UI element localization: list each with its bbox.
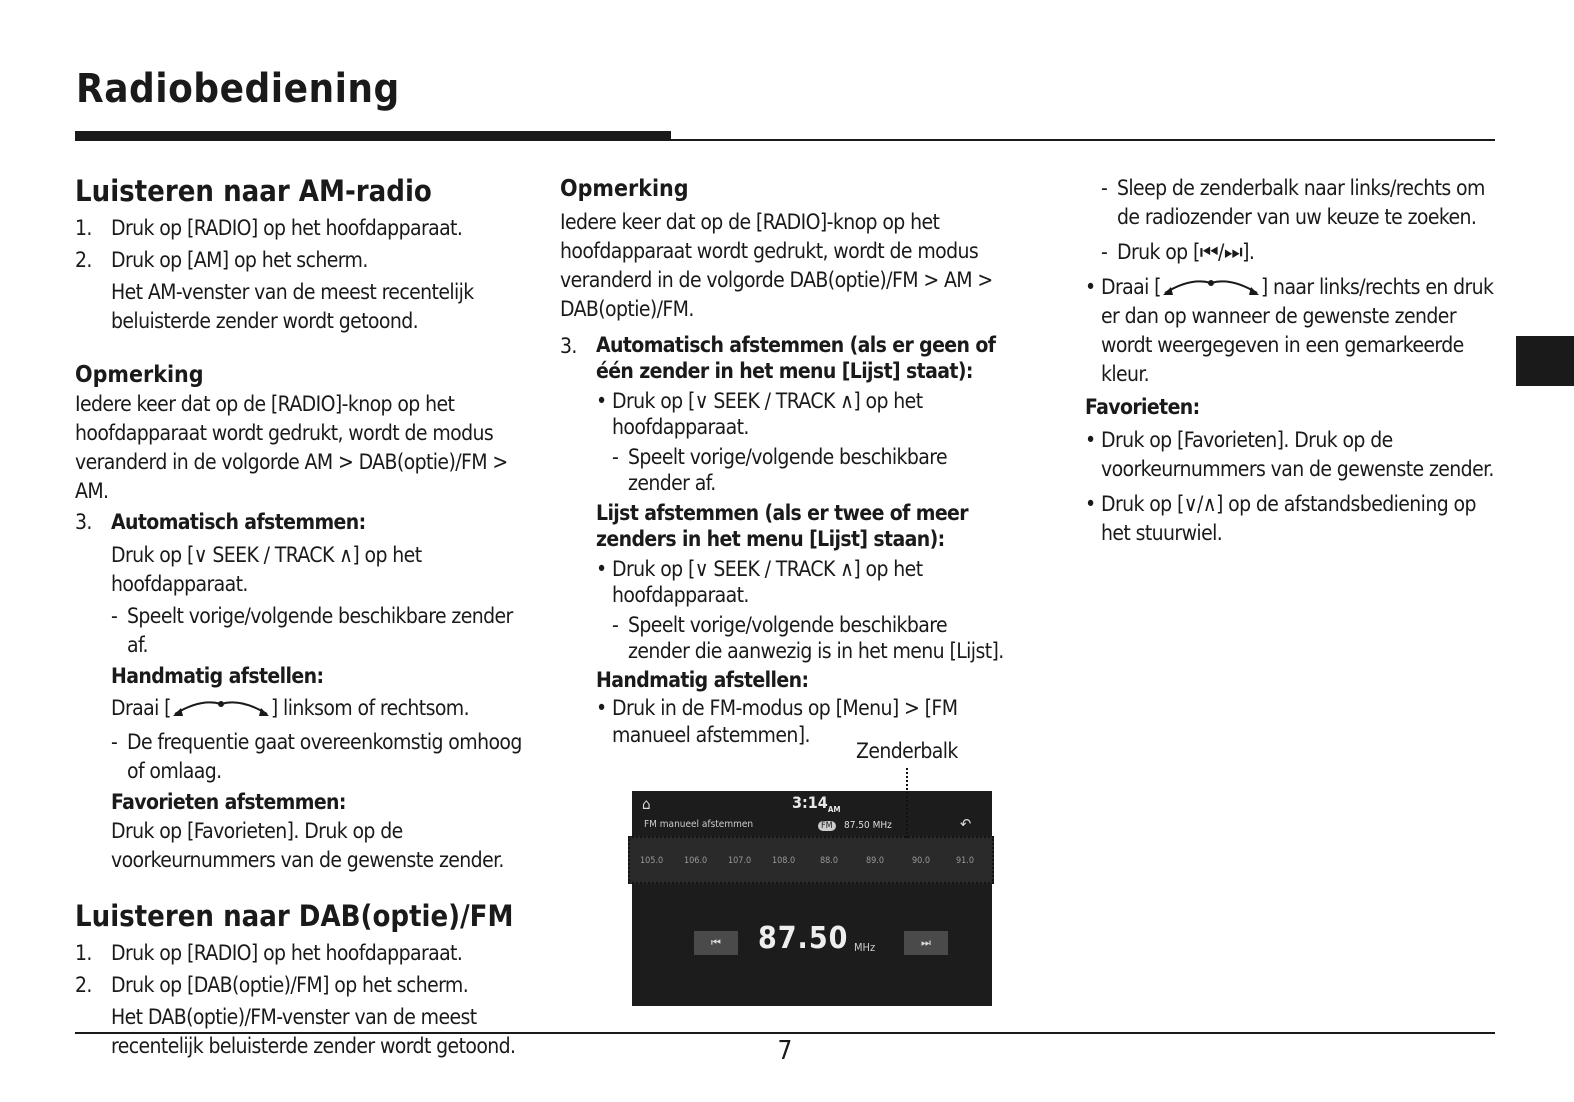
tick-label: 89.0	[866, 856, 885, 866]
favorites-title: Favorieten:	[1085, 395, 1200, 419]
dash-text: Druk op [⏮/⏭].	[1117, 240, 1255, 264]
seek-forward-icon: ⏭	[904, 931, 948, 955]
favorites-text: Druk op [Favorieten]. Druk op de voorkeurnummers van de gewenste zender.	[111, 819, 504, 872]
dash-text: Speelt vorige/volgende beschikbare zender die aanwezig is in het menu [Lijst].	[628, 613, 1004, 663]
step-number: 2.	[75, 248, 92, 272]
list-item	[75, 214, 525, 243]
bullet-item: • Druk op [∨/∧] op de afstandsbediening op het stuurwiel.	[1085, 490, 1505, 548]
frequency-small: 87.50 MHz	[844, 820, 892, 831]
manual-title: Handmatig afstellen:	[111, 664, 324, 688]
clock: $3:14_{AM}$	[792, 793, 841, 815]
list-item	[75, 971, 525, 1000]
tick-label: 88.0	[820, 856, 839, 866]
tuning-bar	[628, 836, 994, 884]
dash-item: - Druk op [⏮/⏭].	[1085, 238, 1505, 267]
step-number: 3.	[560, 334, 577, 358]
list-item	[560, 332, 1005, 384]
dash-text: Sleep de zenderbalk naar links/rechts om de radiozender van uw keuze te zoeken.	[1117, 176, 1485, 229]
frequency-display: 87.50	[758, 921, 849, 956]
am-heading: Luisteren naar AM-radio	[75, 174, 432, 208]
list-title: Lijst afstemmen (als er twee of meer zenders in het menu [Lijst] staan):	[596, 501, 968, 551]
step-text: Druk op [RADIO] op het hoofdapparaat.	[111, 941, 463, 965]
dash-text: Speelt vorige/volgende beschikbare zender af.	[628, 445, 947, 495]
dab-heading: Luisteren naar DAB(optie)/FM	[75, 899, 514, 933]
tick-label: 90.0	[912, 856, 931, 866]
tune-dial-icon	[1161, 277, 1261, 297]
tick-label: 105.0	[640, 856, 664, 866]
step-text: Druk op [∨ SEEK / TRACK ∧] op het hoofdapparaat.	[111, 543, 422, 596]
tick-label: 91.0	[956, 856, 975, 866]
list-item	[75, 246, 525, 275]
home-icon: ⌂	[642, 795, 651, 813]
page-number: 7	[777, 1036, 793, 1066]
chapter-tab	[1516, 336, 1574, 386]
manual-text: Draai [ ] linksom of rechtsom.	[111, 696, 469, 720]
note-text: Iedere keer dat op de [RADIO]-knop op het hoofdapparaat wordt gedrukt, wordt de modus veranderd in de volgorde AM > DAB(optie)/FM > AM.	[75, 392, 508, 503]
step-text: Druk op [RADIO] op het hoofdapparaat.	[111, 216, 463, 240]
note-text: Iedere keer dat op de [RADIO]-knop op het hoofdapparaat wordt gedrukt, wordt de modus veranderd in de volgorde DAB(optie)/FM > AM > DAB(optie)/FM.	[560, 210, 993, 321]
band-badge: FM	[818, 821, 836, 831]
bullet-item: • Draai [ ] naar links/rechts en druk er dan op wanneer de gewenste zender wordt weergegeven in een gemarkeerde kleur.	[1085, 275, 1494, 386]
dash-text: Speelt vorige/volgende beschikbare zender af.	[127, 604, 513, 657]
mode-label: FM manueel afstemmen	[644, 819, 754, 830]
dash-text: De frequentie gaat overeenkomstig omhoog of omlaag.	[127, 730, 522, 783]
bullet-item: • Druk op [∨ SEEK / TRACK ∧] op het hoofdapparaat.	[560, 388, 1005, 440]
step-description: Het DAB(optie)/FM-venster van de meest recentelijk beluisterde zender wordt getoond.	[111, 1005, 516, 1058]
tune-dial-icon	[171, 698, 271, 718]
step-number: 1.	[75, 216, 92, 240]
frequency-unit: MHz	[854, 941, 876, 954]
dash-item: - Speelt vorige/volgende beschikbare zender af.	[560, 444, 1005, 496]
note-heading: Opmerking	[75, 362, 204, 388]
step-number: 1.	[75, 941, 92, 965]
dash-item: - Speelt vorige/volgende beschikbare zender die aanwezig is in het menu [Lijst].	[612, 613, 1004, 663]
step-description: Het AM-venster van de meest recentelijk beluisterde zender wordt getoond.	[111, 280, 474, 333]
seek-back-icon: ⏮	[694, 931, 738, 955]
list-item	[75, 508, 525, 537]
step-title: Automatisch afstemmen:	[111, 510, 366, 534]
note-heading: Opmerking	[560, 176, 689, 202]
bullet-text: Druk op [∨ SEEK / TRACK ∧] op het hoofdapparaat.	[612, 557, 923, 607]
bullet-text: Druk op [∨ SEEK / TRACK ∧] op het hoofdapparaat.	[612, 389, 923, 439]
dash-item: - Speelt vorige/volgende beschikbare zender af.	[75, 602, 525, 660]
title-rule-thin	[671, 139, 1495, 141]
bullet-text: Druk op [Favorieten]. Druk op de voorkeurnummers van de gewenste zender.	[1101, 428, 1494, 481]
favorites-title: Favorieten afstemmen:	[111, 790, 346, 814]
bullet-text: Druk in de FM-modus op [Menu] > [FM manueel afstemmen].	[612, 696, 958, 747]
radio-screen-image	[632, 791, 992, 1006]
list-item	[75, 939, 525, 968]
bullet-item: • Druk op [Favorieten]. Druk op de voorkeurnummers van de gewenste zender.	[1085, 426, 1505, 484]
column-right	[1085, 174, 1505, 548]
callout-label: Zenderbalk	[856, 739, 958, 763]
title-rule-thick	[75, 131, 671, 141]
back-arrow-icon: ↶	[960, 815, 972, 833]
step-number: 3.	[75, 510, 92, 534]
column-middle	[560, 174, 1005, 749]
manual-title: Handmatig afstellen:	[596, 668, 809, 692]
bullet-item: • Druk op [∨ SEEK / TRACK ∧] op het hoofdapparaat.	[560, 556, 1005, 608]
tick-label: 108.0	[772, 856, 796, 866]
dash-item: - Sleep de zenderbalk naar links/rechts om de radiozender van uw keuze te zoeken.	[1085, 174, 1505, 232]
footer-rule	[75, 1032, 1495, 1034]
bullet-item: • Druk in de FM-modus op [Menu] > [FM manueel afstemmen].	[560, 695, 1005, 749]
step-title: Automatisch afstemmen (als er geen of één zender in het menu [Lijst] staat):	[596, 333, 996, 383]
tick-label: 106.0	[684, 856, 708, 866]
bullet-text: Druk op [∨/∧] op de afstandsbediening op het stuurwiel.	[1101, 492, 1476, 545]
column-left	[75, 172, 525, 1061]
callout-line	[906, 768, 908, 838]
tick-label: 107.0	[728, 856, 752, 866]
step-text: Druk op [AM] op het scherm.	[111, 248, 368, 272]
page-title: Radiobediening	[76, 66, 400, 112]
step-text: Druk op [DAB(optie)/FM] op het scherm.	[111, 973, 469, 997]
dash-item: - De frequentie gaat overeenkomstig omhoog of omlaag.	[75, 728, 525, 786]
step-number: 2.	[75, 973, 92, 997]
